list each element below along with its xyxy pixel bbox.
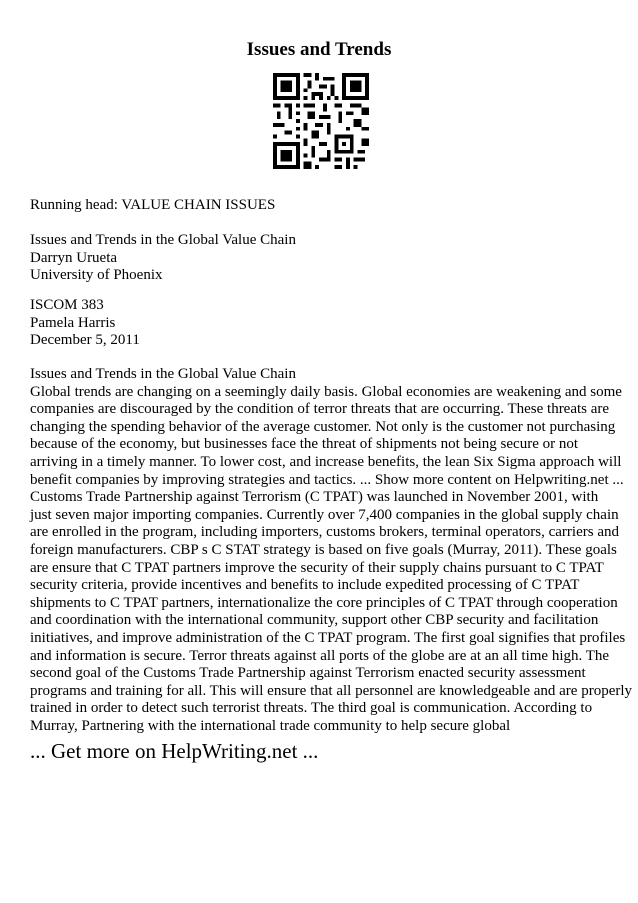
body-line: just seven major importing companies. Currently over 7,400 companies in the global supply chain: [30, 506, 619, 523]
body-line: Murray, Partnering with the international trade community to help secure global: [30, 717, 511, 734]
body-line: Customs Trade Partnership against Terrorism (C TPAT) was launched in November 2001, with: [30, 489, 599, 506]
body-line: foreign manufacturers. CBP s C STAT strategy is based on five goals (Murray, 2011). These goals: [30, 541, 617, 558]
qr-code-icon: [273, 73, 369, 169]
body-line: benefit companies by improving strategies and tactics. ... Show more content on Helpwriting.net ...: [30, 471, 624, 488]
body-line: changing the spending behavior of the average customer. Not only is the customer not purchasing: [30, 418, 616, 435]
course-code: ISCOM 383: [30, 297, 104, 313]
body-line: and information is secure. Terror threats against all ports of the globe are at an all time high. The: [30, 647, 610, 664]
body-line: arriving in a timely manner. To lower cost, and increase benefits, the lean Six Sigma approach will: [30, 453, 622, 470]
body-line: are ensure that C TPAT partners improve the security of their supply chains pursuant to C TPAT: [30, 559, 604, 576]
body-line: are enrolled in the program, including importers, customs brokers, terminal operators, carriers and: [30, 524, 619, 541]
date: December 5, 2011: [30, 332, 140, 349]
body-line: Issues and Trends in the Global Value Chain: [30, 366, 296, 382]
body-line: and coordination with the international community, support other CBP security and facilitation: [30, 612, 599, 629]
essay-body: [30, 366, 633, 735]
body-line: companies are discouraged by the condition of terror threats that are occurring. These threats are: [30, 401, 610, 418]
body-line: second goal of the Customs Trade Partnership against Terrorism enacted security assessment: [30, 665, 586, 682]
author-name: Darryn Urueta: [30, 249, 118, 266]
instructor-name: Pamela Harris: [30, 314, 116, 331]
running-head: Running head: VALUE CHAIN ISSUES: [30, 197, 276, 213]
body-line: shipments to C TPAT partners, internationalize the core principles of C TPAT through cooperation: [30, 594, 618, 611]
institution: University of Phoenix: [30, 267, 163, 284]
body-line: trained in order to detect such terrorist threats. The third goal is communication. According to: [30, 700, 593, 717]
cover-info: [30, 232, 615, 285]
paper-title: Issues and Trends in the Global Value Chain: [30, 232, 296, 248]
body-line: programs and training for all. This will ensure that all personnel are knowledgeable and are properly: [30, 682, 633, 699]
body-line: Global trends are changing on a seemingly daily basis. Global economies are weakening and some: [30, 383, 622, 400]
document-title: Issues and Trends: [246, 39, 392, 60]
course-info: [30, 297, 615, 350]
body-line: security criteria, provide incentives and benefits to include expedited processing of C TPAT: [30, 577, 580, 594]
body-line: initiatives, and improve administration of the C TPAT program. The first goal signifies that profiles: [30, 629, 626, 646]
get-more-link[interactable]: ... Get more on HelpWriting.net ...: [30, 739, 319, 763]
body-line: because of the economy, but businesses face the threat of shipments not being secure or not: [30, 436, 579, 453]
